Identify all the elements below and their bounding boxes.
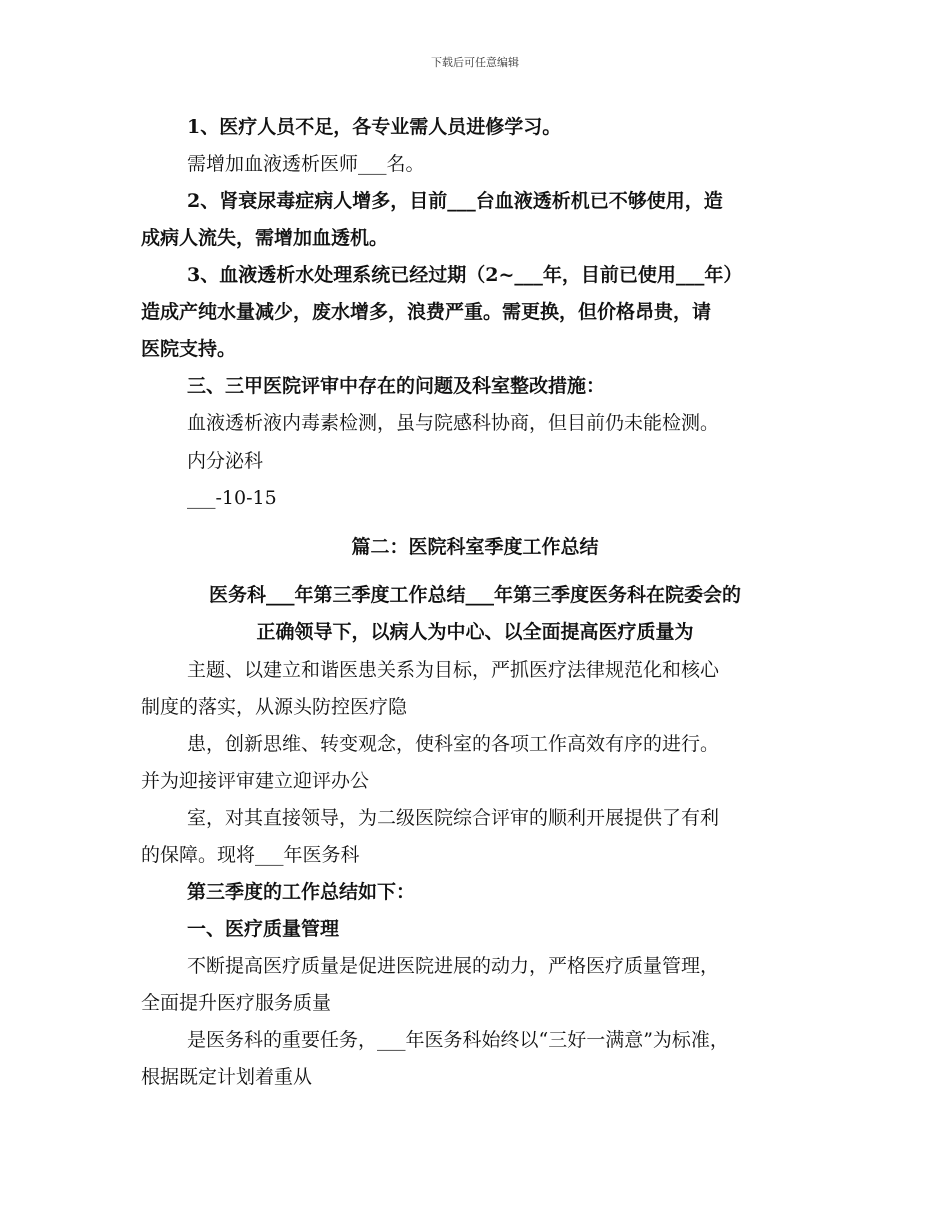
paragraph-line: 患，创新思维、转变观念，使科室的各项工作高效有序的进行。 xyxy=(187,733,720,755)
paragraph-line: 全面提升医疗服务质量 xyxy=(141,992,332,1014)
paragraph-line: 的保障。现将___年医务科 xyxy=(141,844,360,866)
paragraph-line: 成病人流失，需增加血透机。 xyxy=(141,227,389,249)
paragraph-line: 是医务科的重要任务，___年医务科始终以“三好一满意”为标准， xyxy=(187,1029,729,1051)
paragraph-line: 需增加血液透析医师___名。 xyxy=(187,153,425,175)
paragraph-line: 并为迎接评审建立迎评办公 xyxy=(141,770,370,792)
report-title-line: 医务科___年第三季度工作总结___年第三季度医务科在院委会的 xyxy=(208,584,741,606)
paragraph-line: 不断提高医疗质量是促进医院进展的动力，严格医疗质量管理， xyxy=(187,955,720,977)
paragraph-line: 根据既定计划着重从 xyxy=(141,1066,313,1088)
section-heading: 一、医疗质量管理 xyxy=(187,918,340,940)
paragraph-line: 血液透析液内毒素检测，虽与院感科协商，但目前仍未能检测。 xyxy=(187,412,720,434)
paragraph-line: 制度的落实，从源头防控医疗隐 xyxy=(141,696,408,718)
paragraph-line: 3、血液透析水处理系统已经过期（2~___年，目前已使用___年） xyxy=(187,264,743,286)
paragraph-line: 造成产纯水量减少，废水增多，浪费严重。需更换，但价格昂贵，请 xyxy=(141,301,712,323)
department-signature: 内分泌科 xyxy=(187,450,264,472)
paragraph-line: 2、肾衰尿毒症病人增多，目前___台血液透析机已不够使用，造 xyxy=(187,190,723,212)
section-heading: 三、三甲医院评审中存在的问题及科室整改措施： xyxy=(187,375,606,397)
signature-date: ___-10-15 xyxy=(187,487,277,509)
report-title-line: 正确领导下，以病人为中心、以全面提高医疗质量为 xyxy=(256,621,694,643)
paragraph-line: 第三季度的工作总结如下： xyxy=(187,881,416,903)
chapter-title: 篇二：医院科室季度工作总结 xyxy=(351,536,599,558)
paragraph-line: 室，对其直接领导，为二级医院综合评审的顺利开展提供了有利 xyxy=(187,807,720,829)
paragraph-line: 医院支持。 xyxy=(141,338,237,360)
paragraph-line: 主题、以建立和谐医患关系为目标，严抓医疗法律规范化和核心 xyxy=(187,659,720,681)
page-header: 下载后可任意编辑 xyxy=(431,56,519,69)
paragraph-line: 1、医疗人员不足，各专业需人员进修学习。 xyxy=(187,116,562,138)
